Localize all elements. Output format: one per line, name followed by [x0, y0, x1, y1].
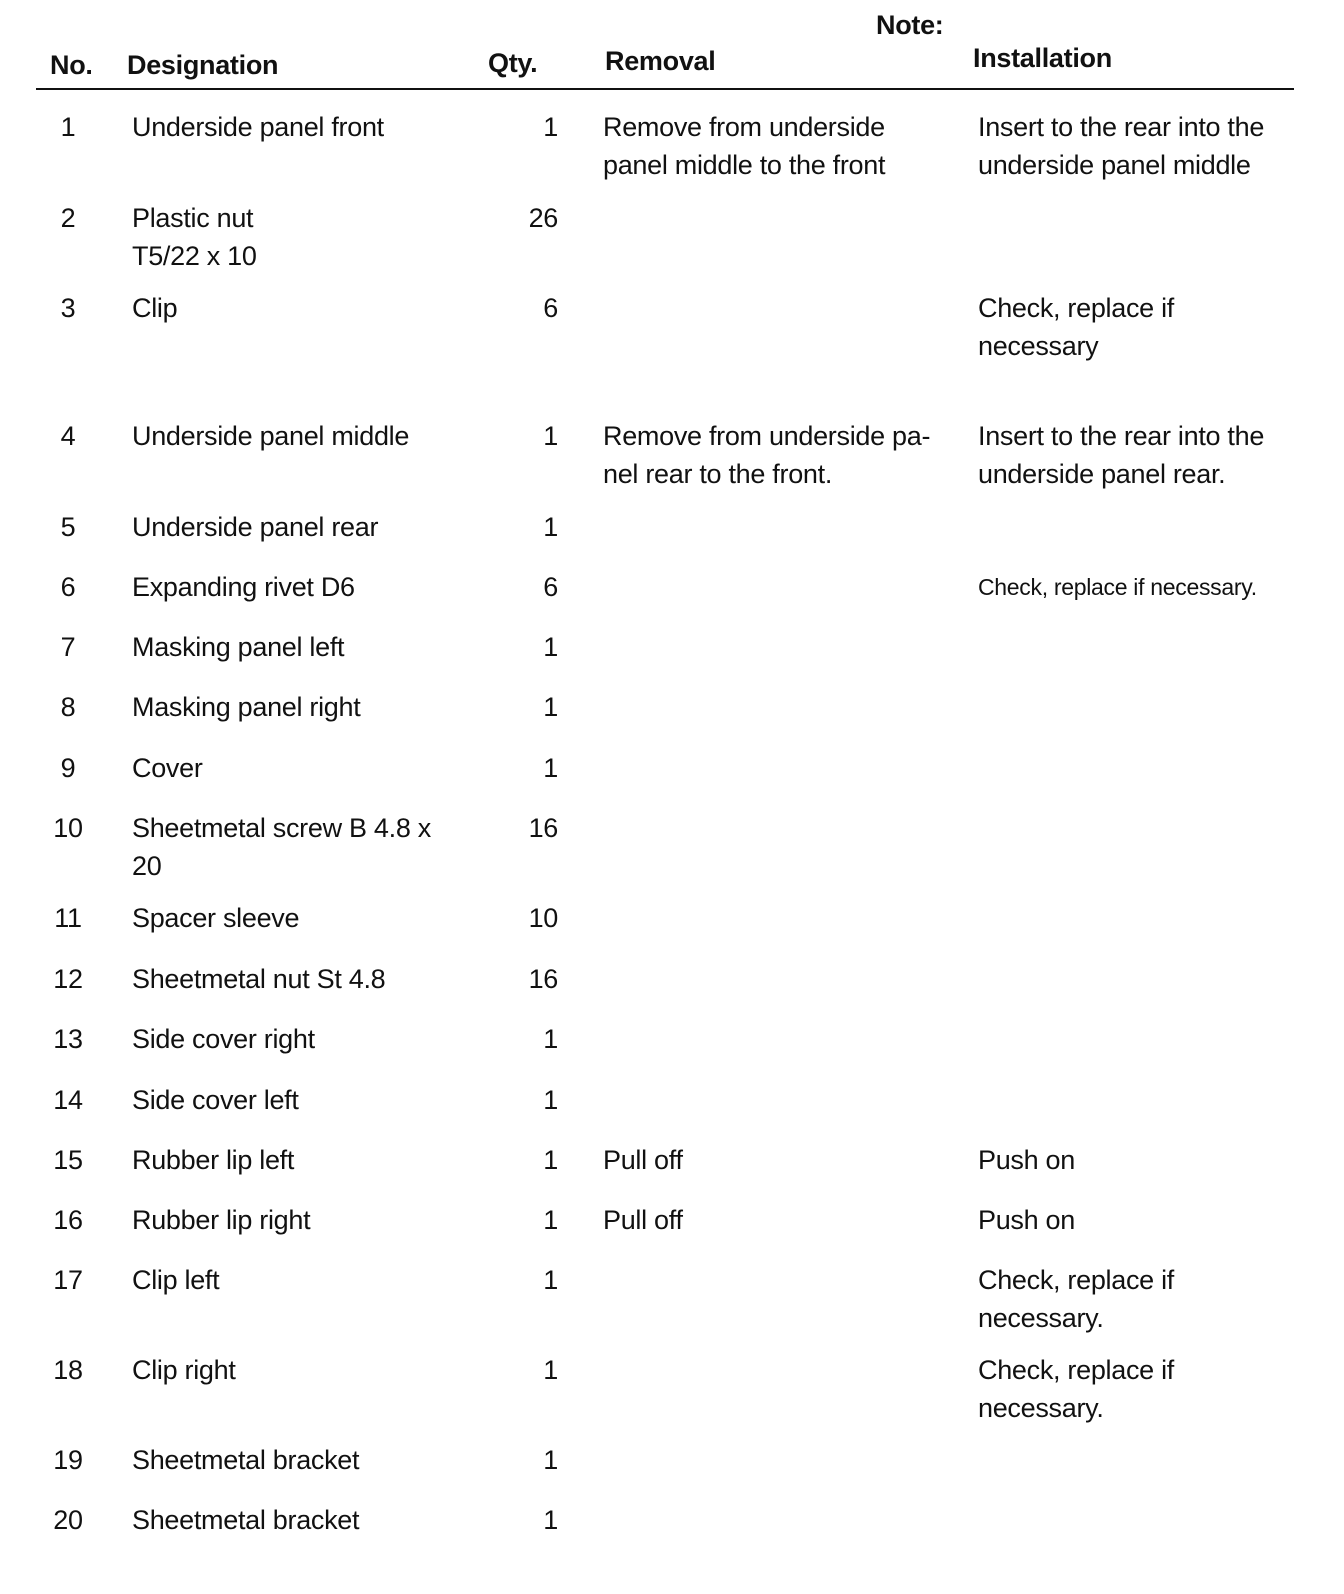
cell-designation: Clip — [132, 293, 178, 323]
cell-qty: 1 — [543, 112, 558, 142]
cell-no: 11 — [54, 903, 82, 933]
cell-no: 12 — [53, 964, 83, 994]
cell-designation: Spacer sleeve — [132, 903, 300, 933]
cell-qty: 1 — [543, 753, 558, 783]
cell-designation: Side cover right — [132, 1024, 315, 1054]
cell-designation: Masking panel right — [132, 692, 361, 722]
cell-designation: Sheetmetal bracket — [132, 1445, 360, 1475]
cell-no: 1 — [60, 112, 76, 142]
cell-designation: Underside panel front — [132, 112, 384, 142]
cell-removal: Pull off — [603, 1205, 683, 1235]
cell-installation: Check, replace if necessary — [978, 293, 1174, 361]
cell-designation: Underside panel middle — [132, 421, 410, 451]
cell-designation: Plastic nut T5/22 x 10 — [132, 203, 257, 271]
cell-no: 16 — [53, 1205, 83, 1235]
cell-designation: Masking panel left — [132, 632, 345, 662]
cell-no: 19 — [53, 1445, 83, 1475]
cell-qty: 1 — [543, 1355, 558, 1385]
cell-qty: 1 — [543, 632, 558, 662]
cell-qty: 1 — [543, 692, 558, 722]
cell-no: 18 — [53, 1355, 83, 1385]
note-label: Note: — [876, 10, 944, 40]
cell-designation: Sheetmetal nut St 4.8 — [132, 964, 386, 994]
cell-qty: 1 — [543, 1265, 558, 1295]
cell-no: 4 — [60, 421, 76, 451]
cell-qty: 26 — [528, 203, 558, 233]
cell-designation: Rubber lip right — [132, 1205, 311, 1235]
cell-qty: 1 — [543, 512, 558, 542]
column-header-qty: Qty. — [488, 48, 538, 78]
cell-qty: 1 — [543, 1085, 558, 1115]
cell-removal: Remove from underside panel middle to the front — [603, 112, 886, 180]
cell-designation: Clip left — [132, 1265, 220, 1295]
cell-no: 8 — [60, 692, 76, 722]
column-header-removal: Removal — [605, 46, 716, 76]
header-divider — [36, 88, 1294, 90]
cell-no: 2 — [60, 203, 76, 233]
cell-no: 5 — [60, 512, 76, 542]
cell-designation: Cover — [132, 753, 203, 783]
cell-designation: Side cover left — [132, 1085, 299, 1115]
cell-no: 9 — [60, 753, 76, 783]
column-header-designation: Designation — [127, 50, 279, 80]
cell-installation: Insert to the rear into the underside panel middle — [978, 112, 1265, 180]
cell-qty: 1 — [543, 1505, 558, 1535]
cell-installation: Insert to the rear into the underside panel rear. — [978, 421, 1265, 489]
cell-installation: Push on — [978, 1145, 1075, 1175]
column-header-installation: Installation — [973, 43, 1112, 73]
cell-designation: Sheetmetal screw B 4.8 x 20 — [132, 813, 431, 881]
cell-no: 15 — [53, 1145, 83, 1175]
cell-designation: Clip right — [132, 1355, 236, 1385]
cell-qty: 6 — [543, 572, 558, 602]
cell-qty: 1 — [543, 1445, 558, 1475]
column-header-no: No. — [50, 50, 93, 80]
cell-no: 6 — [60, 572, 76, 602]
cell-installation: Check, replace if necessary. — [978, 574, 1257, 600]
cell-removal: Remove from underside pa- nel rear to the front. — [603, 421, 931, 489]
cell-designation: Expanding rivet D6 — [132, 572, 355, 602]
cell-no: 14 — [53, 1085, 83, 1115]
cell-installation: Check, replace if necessary. — [978, 1355, 1174, 1423]
cell-designation: Rubber lip left — [132, 1145, 295, 1175]
cell-removal: Pull off — [603, 1145, 683, 1175]
cell-no: 10 — [53, 813, 83, 843]
cell-installation: Push on — [978, 1205, 1075, 1235]
cell-no: 13 — [53, 1024, 83, 1054]
cell-no: 20 — [53, 1505, 83, 1535]
cell-no: 7 — [60, 632, 76, 662]
cell-qty: 1 — [543, 1024, 558, 1054]
cell-installation: Check, replace if necessary. — [978, 1265, 1174, 1333]
cell-qty: 10 — [528, 903, 558, 933]
cell-designation: Sheetmetal bracket — [132, 1505, 360, 1535]
cell-no: 3 — [60, 293, 76, 323]
cell-qty: 1 — [543, 1145, 558, 1175]
cell-no: 17 — [53, 1265, 83, 1295]
cell-qty: 1 — [543, 421, 558, 451]
cell-qty: 6 — [543, 293, 558, 323]
cell-qty: 1 — [543, 1205, 558, 1235]
cell-designation: Underside panel rear — [132, 512, 379, 542]
cell-qty: 16 — [528, 964, 558, 994]
cell-qty: 16 — [528, 813, 558, 843]
